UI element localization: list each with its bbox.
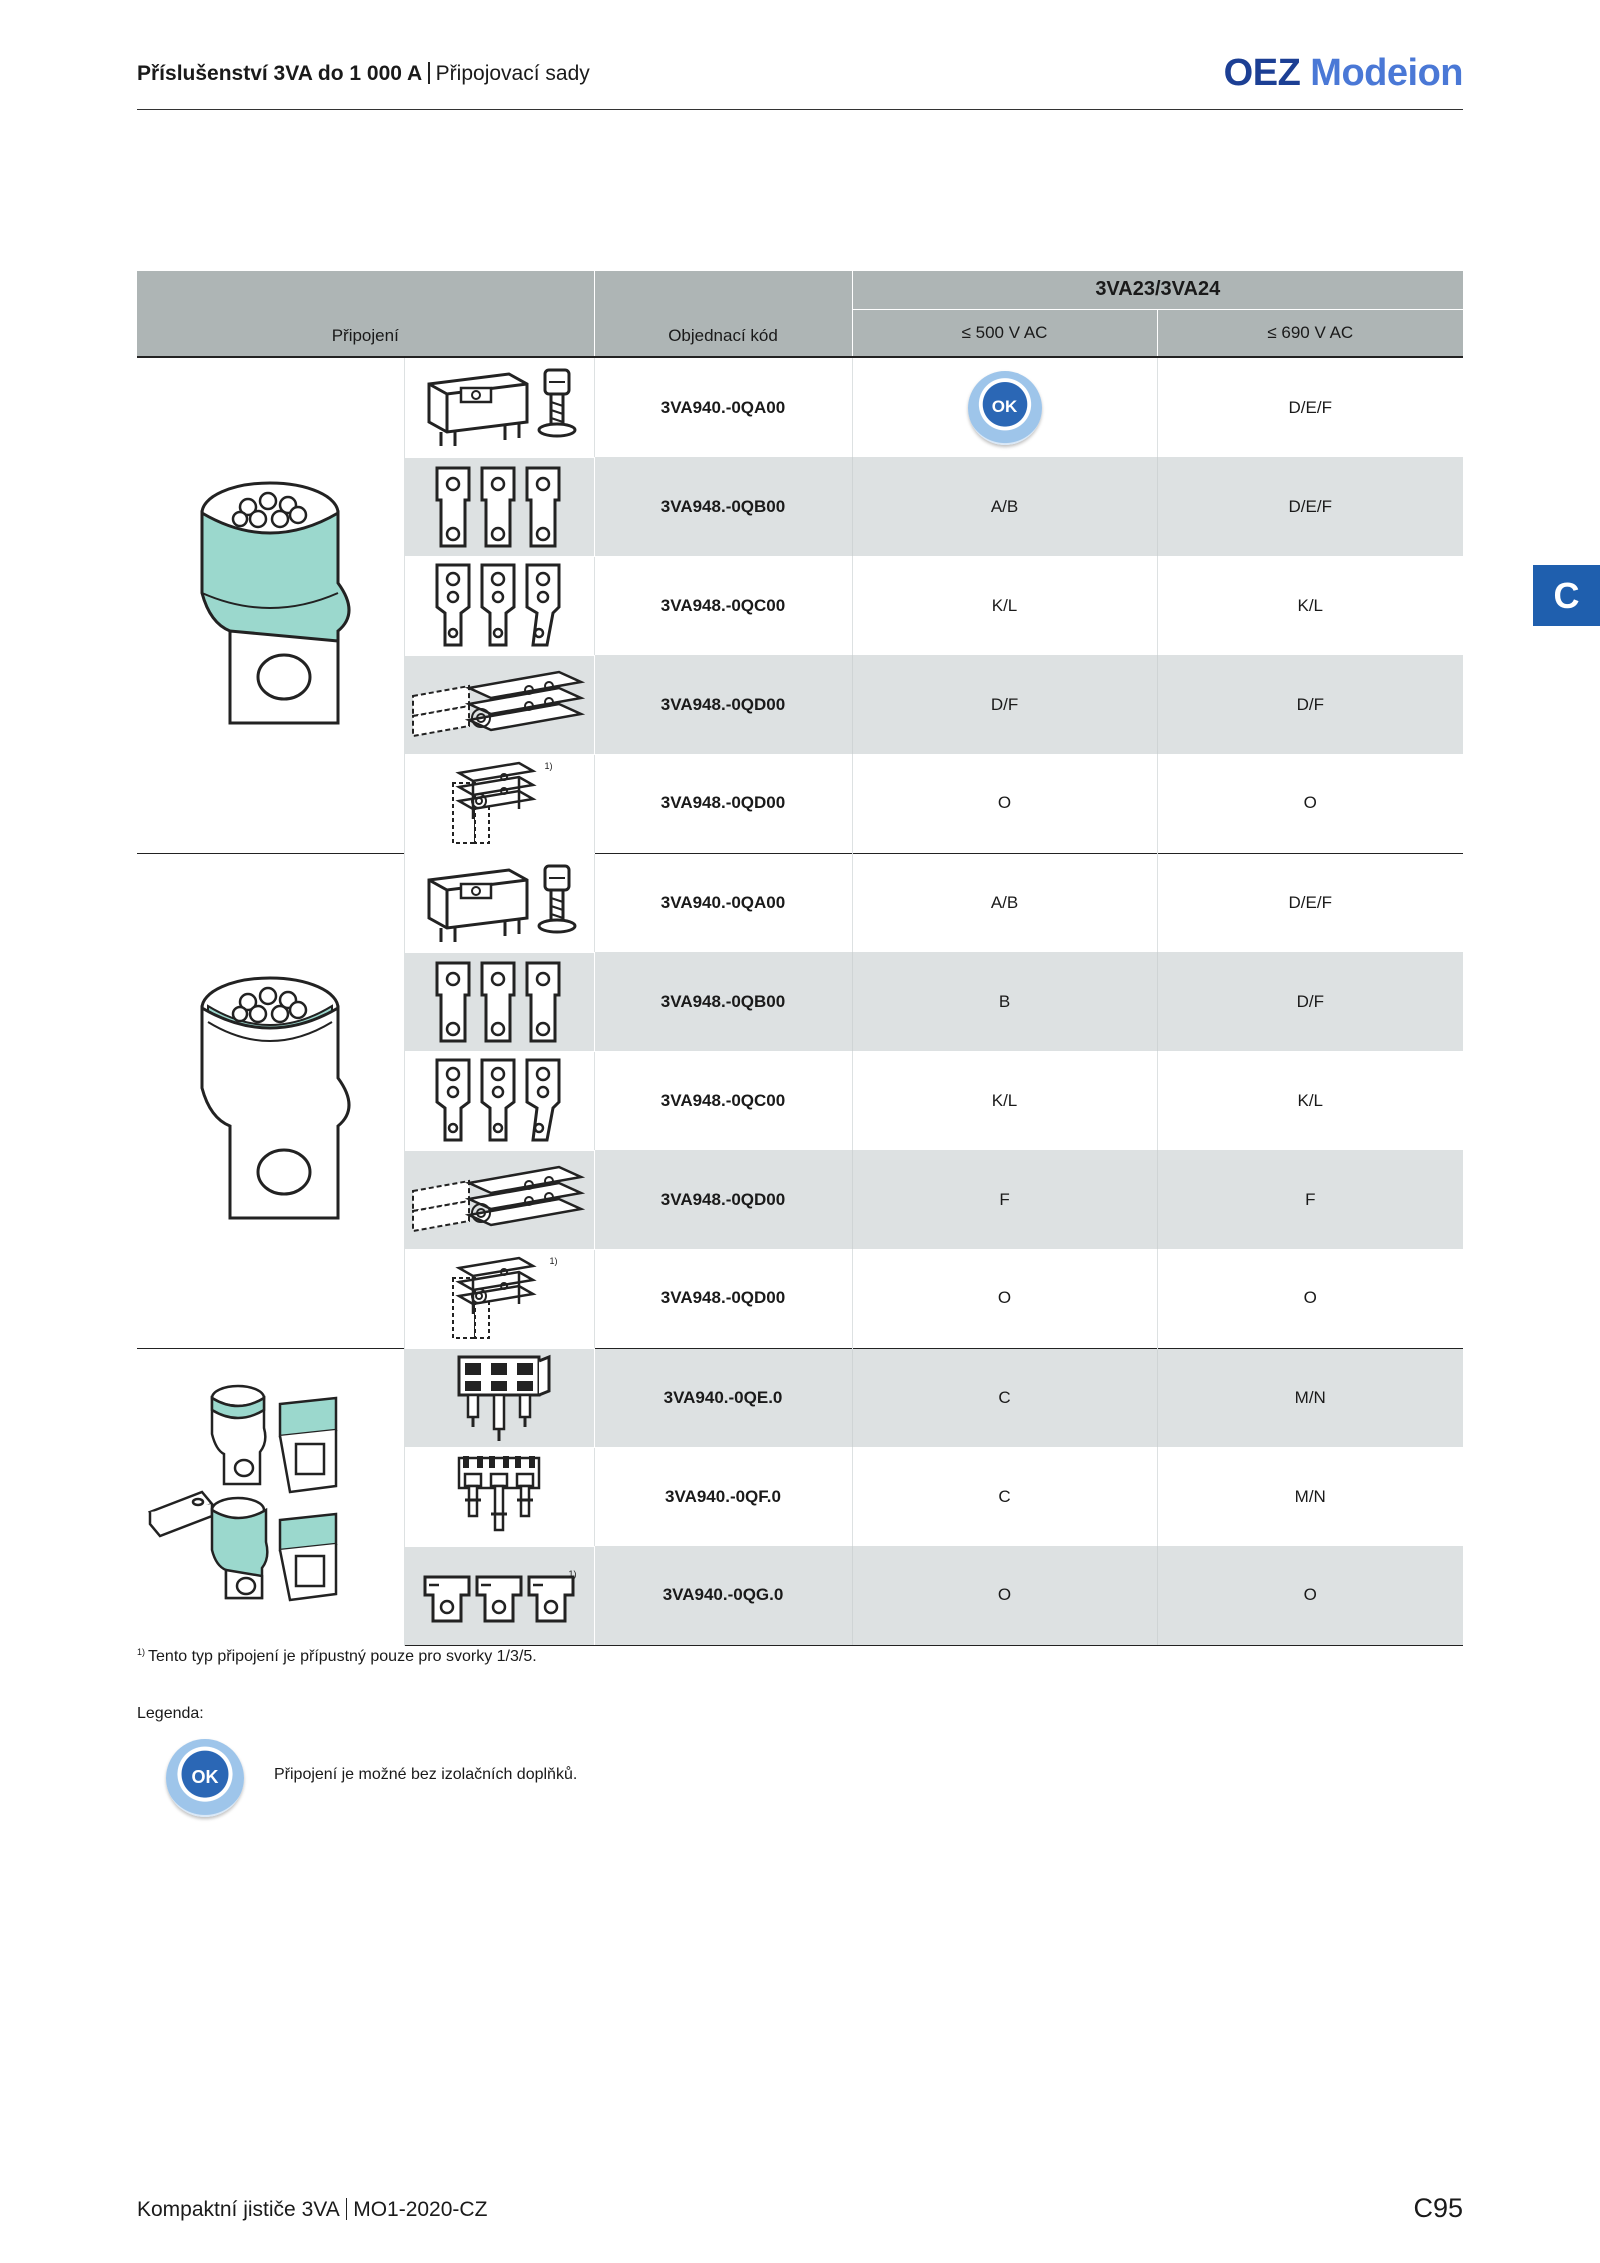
terminal-block-icon [409,362,589,452]
value-690v: M/N [1294,1486,1326,1506]
ok-badge-icon: OK [166,1739,244,1817]
legend-text: Připojení je možné bez izolačních doplňků. [274,1766,578,1783]
order-code: 3VA948.-0QC00 [594,1051,852,1150]
value-690v: M/N [1157,1348,1463,1447]
value-690v: O [1303,1288,1317,1308]
connection-lugs-icon [409,462,589,552]
header-500v: ≤ 500 V AC [852,309,1157,357]
ok-badge-icon: OK [968,371,1042,445]
extension-terminals-angled-icon [409,1254,589,1344]
brand-oez: OEZ [1223,52,1301,94]
footer-catalog-name: Kompaktní jističe 3VA [137,2198,340,2221]
footnote-number: 1) [137,1647,146,1657]
value-500v [852,358,1157,457]
header-group-3va23-3va24: 3VA23/3VA24 [852,271,1463,309]
footer-publication [137,2198,487,2222]
header-690v: ≤ 690 V AC [1157,309,1463,357]
page-title [137,62,590,86]
footnote [137,1647,537,1666]
header-order-code: Objednací kód [594,271,852,357]
product-image [404,1051,594,1150]
value-500v: F [852,1150,1157,1249]
order-code: 3VA948.-0QD00 [594,1249,852,1348]
product-image [404,952,594,1051]
product-image [404,1150,594,1249]
connection-illustration-lug-teal [137,358,404,853]
footnote-mark: 1) [549,1256,558,1266]
value-500v: C [852,1348,1157,1447]
page-header [137,52,1463,110]
product-image [404,556,594,655]
connection-illustration-mixed [137,1348,404,1645]
order-code: 3VA940.-0QA00 [594,853,852,952]
brand-logo [1224,52,1463,95]
legend-ok-badge [166,1739,244,1817]
value-500v: K/L [852,1051,1157,1150]
value-690v: O [1157,1546,1463,1645]
connection-table [137,271,1463,1646]
value-500v: O [852,754,1157,853]
order-code: 3VA940.-0QA00 [594,358,852,457]
brand-modeion: Modeion [1310,52,1463,94]
order-code: 3VA948.-0QB00 [594,952,852,1051]
legend-label: Legenda: [137,1705,204,1722]
bracket-terminals-icon [409,1551,589,1641]
product-image [404,754,594,853]
order-code: 3VA948.-0QC00 [594,556,852,655]
value-500v: C [852,1447,1157,1546]
chapter-tab: C [1533,565,1600,626]
product-image [404,1249,594,1348]
lugs-and-busbar-icon [140,1364,400,1624]
connection-lugs-narrow-icon [409,1056,589,1146]
table-row [137,358,1463,457]
value-500v: A/B [852,853,1157,952]
value-690v: D/F [1157,952,1463,1051]
footer-separator [346,2198,348,2220]
value-500v: A/B [852,457,1157,556]
connection-lugs-icon [409,957,589,1047]
table-row [137,1348,1463,1447]
order-code: 3VA948.-0QD00 [594,1150,852,1249]
page-number: C95 [1413,2193,1463,2223]
connection-lugs-narrow-icon [409,561,589,651]
connection-illustration-lug-white [137,853,404,1348]
product-image [404,358,594,457]
footnote-mark: 1) [544,761,553,771]
value-500v: K/L [852,556,1157,655]
extension-terminals-icon [409,1155,589,1245]
title-rest: Připojovací sady [435,62,590,85]
order-code: 3VA940.-0QE.0 [594,1348,852,1447]
box-terminal-icon [409,1353,589,1443]
title-separator [428,62,430,84]
value-690v: F [1157,1150,1463,1249]
table-row [137,853,1463,952]
order-code: 3VA948.-0QB00 [594,457,852,556]
stud-terminal-icon [409,1452,589,1542]
terminal-block-icon [409,858,589,948]
value-500v: O [852,1249,1157,1348]
value-500v: D/F [852,655,1157,754]
order-code: 3VA948.-0QD00 [594,754,852,853]
cable-lug-icon [170,948,370,1248]
product-image [404,457,594,556]
value-690v: D/E/F [1157,457,1463,556]
product-image [404,1348,594,1447]
order-code: 3VA940.-0QF.0 [594,1447,852,1546]
order-code: 3VA948.-0QD00 [594,655,852,754]
title-bold: Příslušenství 3VA do 1 000 A [137,62,423,85]
value-690v: D/E/F [1288,397,1332,417]
product-image [404,853,594,952]
extension-terminals-icon [409,660,589,750]
cable-lug-insulated-icon [170,453,370,753]
footer-catalog-code: MO1-2020-CZ [353,2198,488,2221]
product-image [404,1546,594,1645]
footnote-text: Tento typ připojení je přípustný pouze pro svorky 1/3/5. [148,1648,537,1665]
value-500v: O [852,1546,1157,1645]
footnote-mark: 1) [568,1569,577,1579]
value-690v: K/L [1297,595,1324,615]
value-690v: D/E/F [1157,853,1463,952]
header-connection: Připojení [137,271,594,357]
extension-terminals-angled-icon [409,759,589,849]
value-690v: K/L [1297,1090,1324,1110]
product-image [404,1447,594,1546]
value-690v: D/F [1157,655,1463,754]
product-image [404,655,594,754]
page-footer [137,2190,1463,2230]
value-500v: B [852,952,1157,1051]
order-code: 3VA940.-0QG.0 [594,1546,852,1645]
value-690v: O [1303,793,1317,813]
